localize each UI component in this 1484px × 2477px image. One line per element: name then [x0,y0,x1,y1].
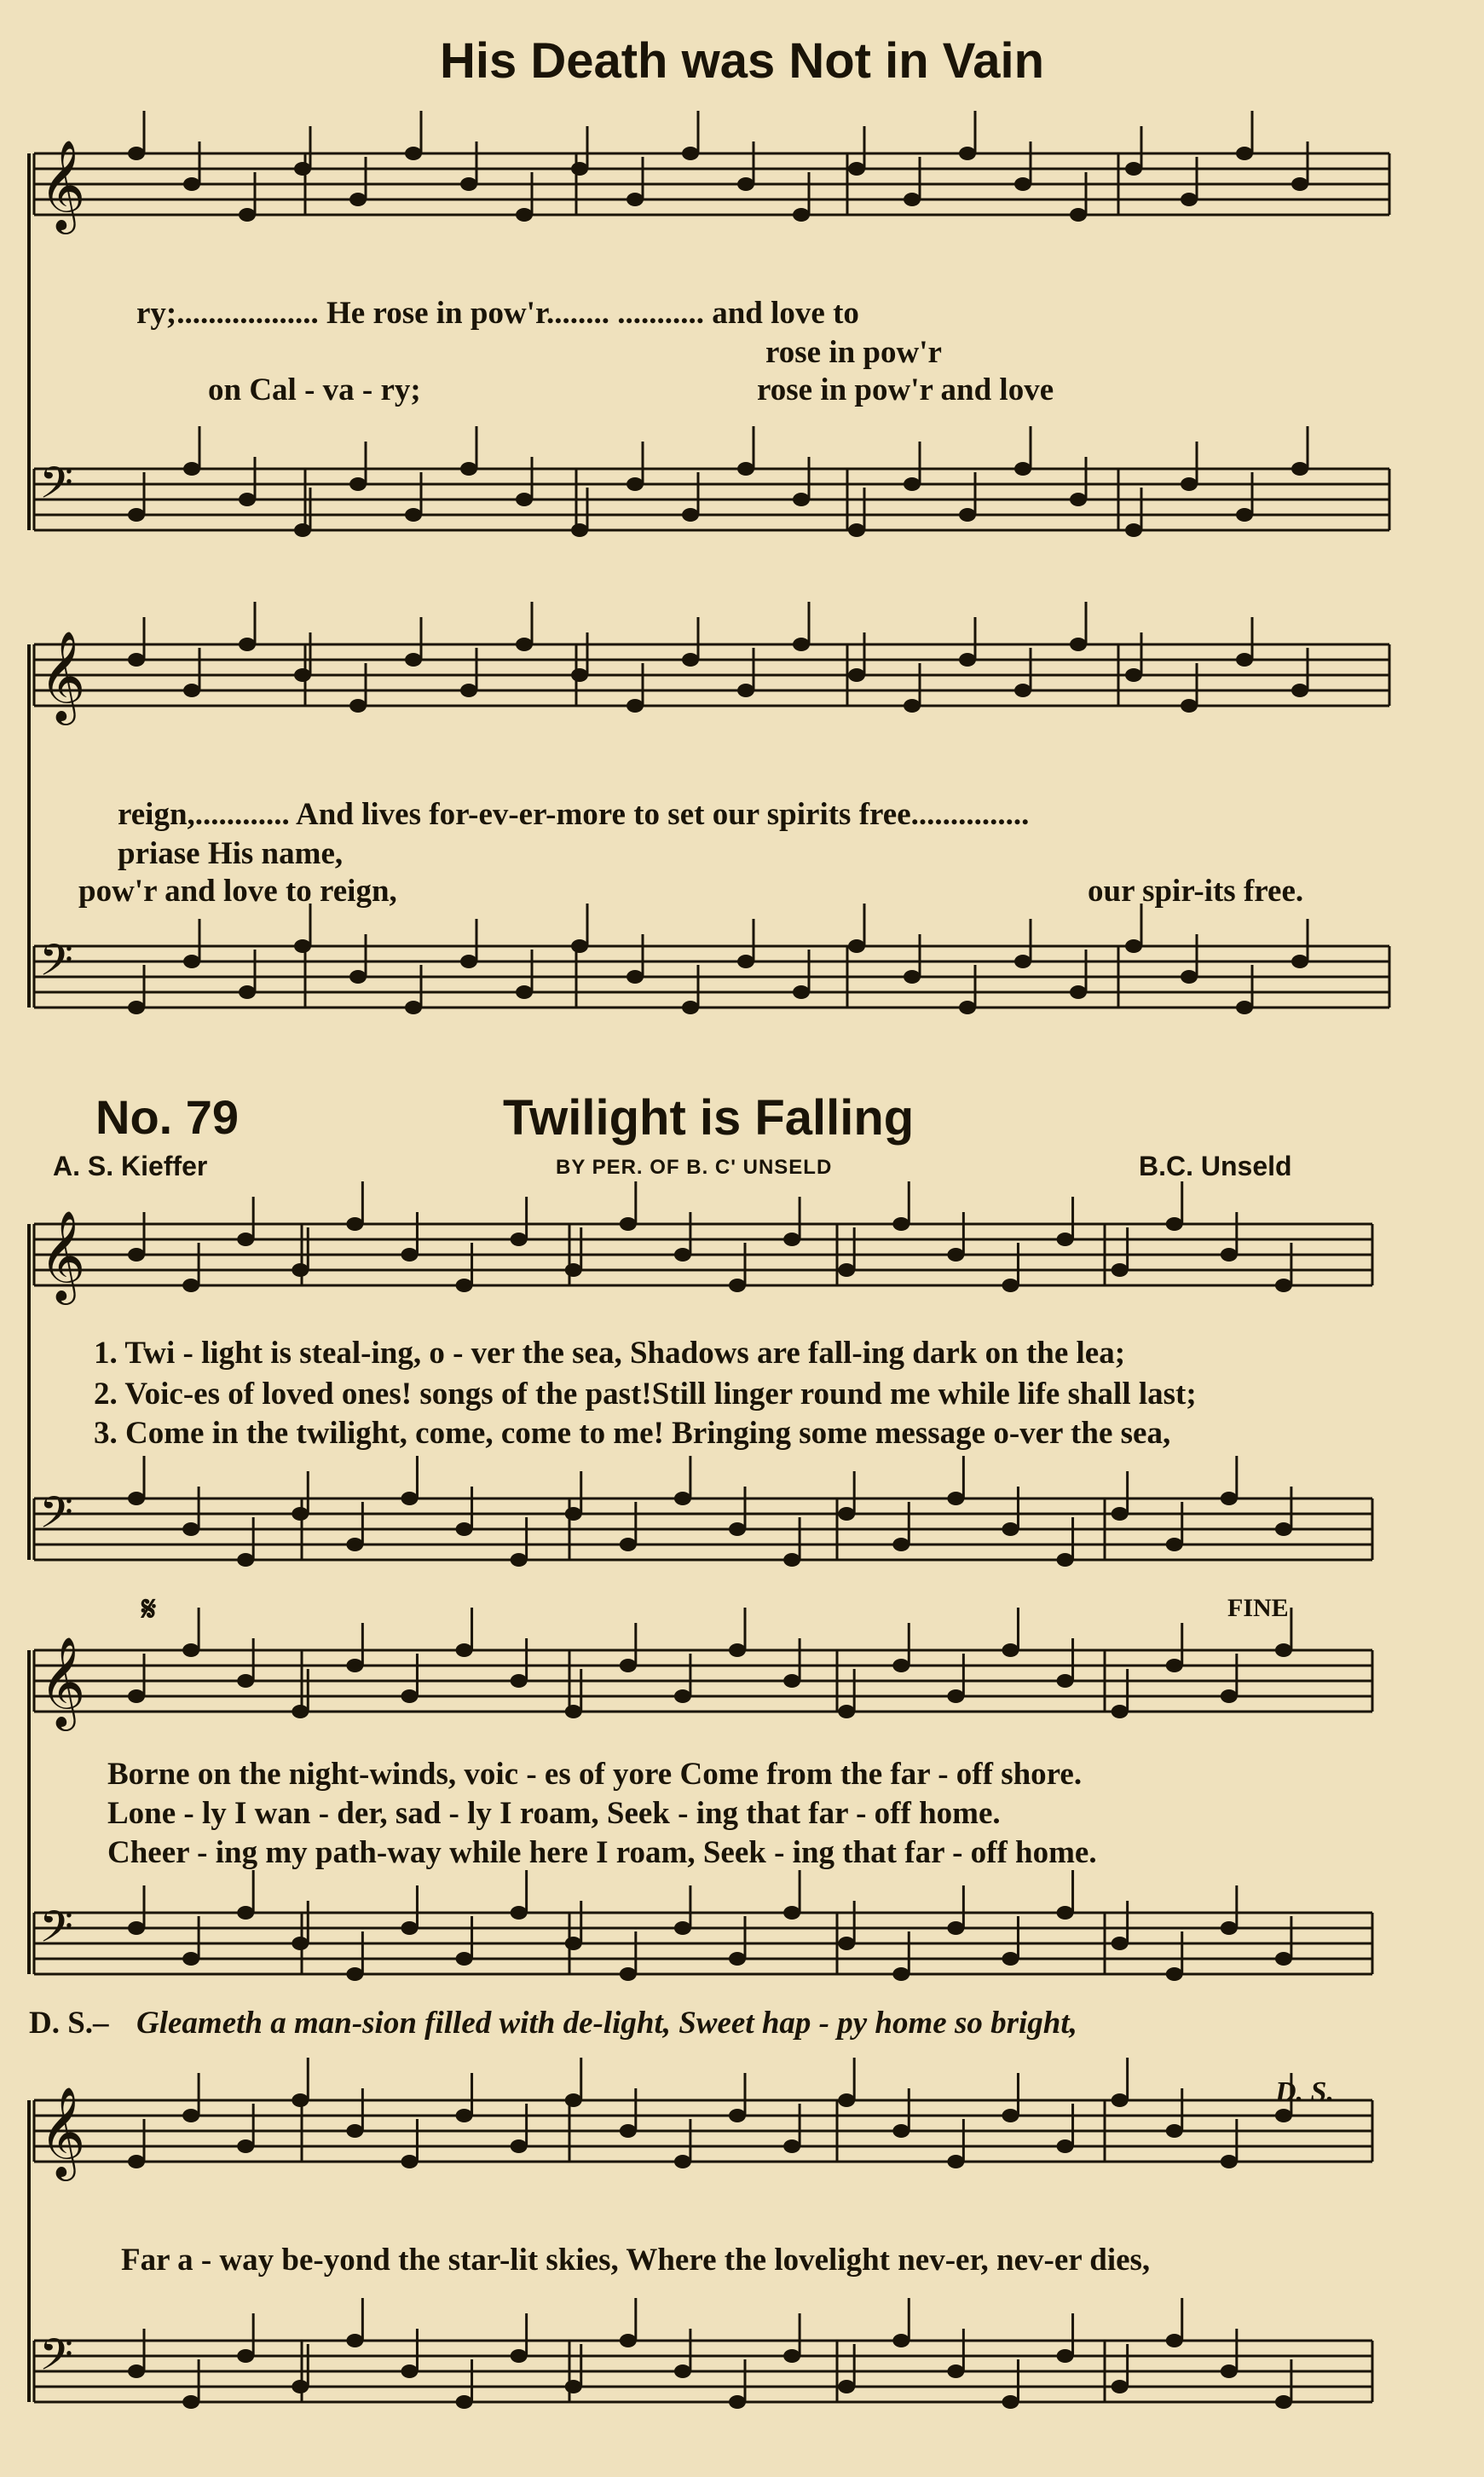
note-head [516,985,533,999]
note-head [783,1906,800,1920]
note-head [182,1643,199,1657]
note-head [239,985,256,999]
bass-clef-icon: 𝄢 [39,2329,73,2391]
staff [34,1456,1372,1567]
note-head [1221,1492,1238,1505]
note-head [793,208,810,222]
treble-clef-icon: 𝄞 [39,630,86,721]
composer-credit: B.C. Unseld [1139,1151,1292,1181]
note-head [401,2155,418,2168]
note-head [959,1001,976,1014]
verse-line: Lone - ly I wan - der, sad - ly I roam, Seek - ing that far - off home. [107,1796,1001,1831]
note-head [627,970,644,984]
note-head [346,1538,363,1551]
note-head [729,1952,746,1966]
staff [34,1608,1372,1731]
note-head [1181,699,1198,713]
note-head [947,1689,964,1703]
note-head [1275,1643,1292,1657]
note-head [729,2109,746,2122]
note-head [456,1279,473,1292]
note-head [1112,2093,1129,2107]
note-head [460,177,477,191]
note-head [1275,2109,1292,2122]
note-head [565,1705,582,1718]
note-head [1125,523,1142,537]
note-head [1057,2139,1074,2153]
upper-hymn-title: His Death was Not in Vain [439,33,1045,89]
note-head [674,1689,691,1703]
note-head [892,2124,909,2138]
fine-mark: FINE [1227,1594,1289,1622]
note-head [1125,668,1142,682]
note-head [405,508,422,522]
segno-sign: 𝄋 [141,1590,157,1628]
note-head [349,477,367,491]
lyric-line: rose in pow'r and love [757,372,1054,407]
note-head [182,2109,199,2122]
note-head [237,1674,254,1688]
note-head [627,477,644,491]
note-head [674,2155,691,2168]
note-head [349,193,367,206]
note-head [737,462,754,476]
note-head [838,1705,855,1718]
note-head [565,1937,582,1950]
note-head [1014,955,1031,968]
note-head [128,1921,145,1935]
note-head [456,1522,473,1536]
note-head [783,2139,800,2153]
lyric-line: ry;.................. He rose in pow'r........ ........... and love to [136,296,859,331]
note-head [620,1967,637,1981]
note-head [1275,1279,1292,1292]
note-head [1014,462,1031,476]
note-head [892,1538,909,1551]
note-head [405,1001,422,1014]
note-head [405,653,422,667]
note-head [456,2109,473,2122]
note-head [682,508,699,522]
note-head [346,1659,363,1672]
note-head [237,2139,254,2153]
note-head [892,1967,909,1981]
staff [34,2298,1372,2409]
note-head [511,1674,528,1688]
note-head [1181,477,1198,491]
note-head [183,177,200,191]
note-head [1275,1522,1292,1536]
note-head [128,1689,145,1703]
note-head [183,955,200,968]
note-head [511,1233,528,1246]
note-head [1057,1906,1074,1920]
note-head [783,1674,800,1688]
note-head [516,638,533,651]
lyric-line: our spir-its free. [1088,874,1304,909]
note-head [1070,638,1087,651]
note-head [1275,1952,1292,1966]
note-head [349,699,367,713]
note-head [682,653,699,667]
note-head [1112,1937,1129,1950]
note-head [959,508,976,522]
note-head [128,2364,145,2378]
note-head [892,2334,909,2347]
note-head [401,1492,418,1505]
note-head [620,2334,637,2347]
hymn-number: No. 79 [95,1090,240,1144]
note-head [346,1217,363,1231]
note-head [1166,1538,1183,1551]
note-head [239,638,256,651]
note-head [182,2395,199,2409]
note-head [571,668,588,682]
note-head [892,1659,909,1672]
note-head [346,2334,363,2347]
verse-line: Borne on the night-winds, voic - es of yore Come from the far - off shore. [107,1757,1083,1792]
note-head [947,1492,964,1505]
note-head [959,653,976,667]
note-head [674,1921,691,1935]
bass-clef-icon: 𝄢 [39,1901,73,1963]
note-head [565,1507,582,1521]
note-head [182,1279,199,1292]
note-head [456,2395,473,2409]
note-head [1112,2380,1129,2393]
note-head [1166,1659,1183,1672]
note-head [1236,508,1253,522]
note-head [182,1522,199,1536]
lyric-line: reign,............ And lives for-ev-er-more to set our spirits free............... [118,797,1030,832]
note-head [565,2093,582,2107]
note-head [182,1952,199,1966]
note-head [1181,970,1198,984]
note-head [620,1659,637,1672]
note-head [237,2349,254,2363]
note-head [627,193,644,206]
note-head [292,1705,309,1718]
note-head [128,1001,145,1014]
note-head [128,1248,145,1262]
note-head [1002,1279,1019,1292]
note-head [674,1492,691,1505]
note-head [838,2380,855,2393]
note-head [1070,493,1087,506]
note-head [456,1643,473,1657]
note-head [292,2093,309,2107]
note-head [1002,1643,1019,1657]
note-head [1070,208,1087,222]
note-head [294,668,311,682]
note-head [674,1248,691,1262]
note-head [294,939,311,953]
note-head [783,1233,800,1246]
note-head [1291,462,1308,476]
note-head [1014,684,1031,697]
note-head [571,939,588,953]
note-head [1057,2349,1074,2363]
note-head [460,684,477,697]
note-head [848,162,865,176]
note-head [516,208,533,222]
verse-line: 3. Come in the twilight, come, come to me! Bringing some message o-ver the sea, [94,1416,1171,1451]
note-head [346,2124,363,2138]
note-head [571,523,588,537]
note-head [729,1522,746,1536]
note-head [1002,2395,1019,2409]
note-head [793,493,810,506]
note-head [1236,147,1253,160]
staff [34,2058,1372,2181]
note-head [1221,2364,1238,2378]
note-head [959,147,976,160]
note-head [1014,177,1031,191]
note-head [1057,1674,1074,1688]
note-head [401,1689,418,1703]
note-head [292,1937,309,1950]
note-head [1125,162,1142,176]
note-head [346,1967,363,1981]
note-head [947,2364,964,2378]
note-head [729,1643,746,1657]
note-head [460,955,477,968]
note-head [565,1263,582,1277]
note-head [1291,684,1308,697]
note-head [793,985,810,999]
note-head [1166,2334,1183,2347]
note-head [1125,939,1142,953]
note-head [1057,1553,1074,1567]
note-head [292,1507,309,1521]
ds-lyric-line: Gleameth a man-sion filled with de-light, Sweet hap - py home so bright, [136,2006,1077,2041]
author-credit: A. S. Kieffer [53,1151,208,1181]
note-head [1112,1507,1129,1521]
note-head [838,1263,855,1277]
note-head [1002,1522,1019,1536]
note-head [737,955,754,968]
bass-clef-icon: 𝄢 [39,934,73,996]
note-head [237,1233,254,1246]
note-head [848,668,865,682]
ds-label: D. S.– [29,2006,109,2041]
note-head [237,1906,254,1920]
note-head [793,638,810,651]
note-head [904,193,921,206]
note-head [128,653,145,667]
note-head [838,1937,855,1950]
note-head [737,177,754,191]
note-head [682,147,699,160]
note-head [947,1248,964,1262]
note-head [947,1921,964,1935]
note-head [783,1553,800,1567]
note-head [516,493,533,506]
verse-line: 2. Voic-es of loved ones! songs of the past!Still linger round me while life shall last; [94,1377,1197,1412]
note-head [729,2395,746,2409]
note-head [1112,1705,1129,1718]
note-head [571,162,588,176]
note-head [401,1248,418,1262]
note-head [1221,1921,1238,1935]
staff [34,111,1389,234]
note-head [1166,1217,1183,1231]
note-head [1221,1248,1238,1262]
lower-hymn-title: Twilight is Falling [503,1090,915,1146]
bass-clef-icon: 𝄢 [39,1487,73,1549]
note-head [1181,193,1198,206]
lyric-line: pow'r and love to reign, [78,874,397,909]
note-head [737,684,754,697]
note-head [1070,985,1087,999]
note-head [620,2124,637,2138]
note-head [183,462,200,476]
note-head [460,462,477,476]
note-head [1236,1001,1253,1014]
note-head [848,523,865,537]
note-head [511,2139,528,2153]
note-head [892,1217,909,1231]
note-head [904,477,921,491]
note-head [838,2093,855,2107]
note-head [456,1952,473,1966]
note-head [128,508,145,522]
staff [34,904,1389,1014]
note-head [682,1001,699,1014]
note-head [1291,955,1308,968]
note-head [627,699,644,713]
note-head [729,1279,746,1292]
staff [34,426,1389,537]
staff [34,1181,1372,1305]
note-head [904,699,921,713]
note-head [511,1906,528,1920]
note-head [294,162,311,176]
note-head [401,2364,418,2378]
note-head [783,2349,800,2363]
verse-line: Cheer - ing my path-way while here I roam, Seek - ing that far - off home. [107,1835,1097,1870]
staff [34,1870,1372,1981]
note-head [511,2349,528,2363]
note-head [1275,2395,1292,2409]
bass-clef-icon: 𝄢 [39,457,73,519]
note-head [620,1217,637,1231]
note-head [1236,653,1253,667]
note-head [674,2364,691,2378]
note-head [128,2155,145,2168]
note-head [1166,1967,1183,1981]
note-head [237,1553,254,1567]
lyric-line: rose in pow'r [765,335,942,370]
note-head [1112,1263,1129,1277]
note-head [1291,177,1308,191]
note-head [620,1538,637,1551]
note-head [1002,1952,1019,1966]
ds-mark: D. S. [1275,2076,1334,2108]
note-head [1166,2124,1183,2138]
note-head [128,147,145,160]
treble-clef-icon: 𝄞 [39,2086,86,2177]
note-head [511,1553,528,1567]
note-head [565,2380,582,2393]
note-head [128,1492,145,1505]
treble-clef-icon: 𝄞 [39,1636,86,1727]
note-head [1221,1689,1238,1703]
verse-line: Far a - way be-yond the star-lit skies, Where the lovelight nev-er, nev-er dies, [121,2243,1151,2278]
note-head [1002,2109,1019,2122]
note-head [292,2380,309,2393]
note-head [294,523,311,537]
note-head [1221,2155,1238,2168]
lyric-line: priase His name, [118,836,344,871]
note-head [401,1921,418,1935]
note-head [239,493,256,506]
note-head [239,208,256,222]
note-head [183,684,200,697]
note-head [947,2155,964,2168]
permission-credit: BY PER. OF B. C' UNSELD [556,1156,833,1179]
lyric-line: on Cal - va - ry; [208,372,421,407]
note-head [838,1507,855,1521]
note-head [405,147,422,160]
note-head [848,939,865,953]
note-head [904,970,921,984]
note-head [292,1263,309,1277]
treble-clef-icon: 𝄞 [39,139,86,230]
verse-line: 1. Twi - light is steal-ing, o - ver the sea, Shadows are fall-ing dark on the lea; [94,1336,1126,1371]
note-head [1057,1233,1074,1246]
treble-clef-icon: 𝄞 [39,1210,86,1301]
staff [34,602,1389,725]
note-head [349,970,367,984]
